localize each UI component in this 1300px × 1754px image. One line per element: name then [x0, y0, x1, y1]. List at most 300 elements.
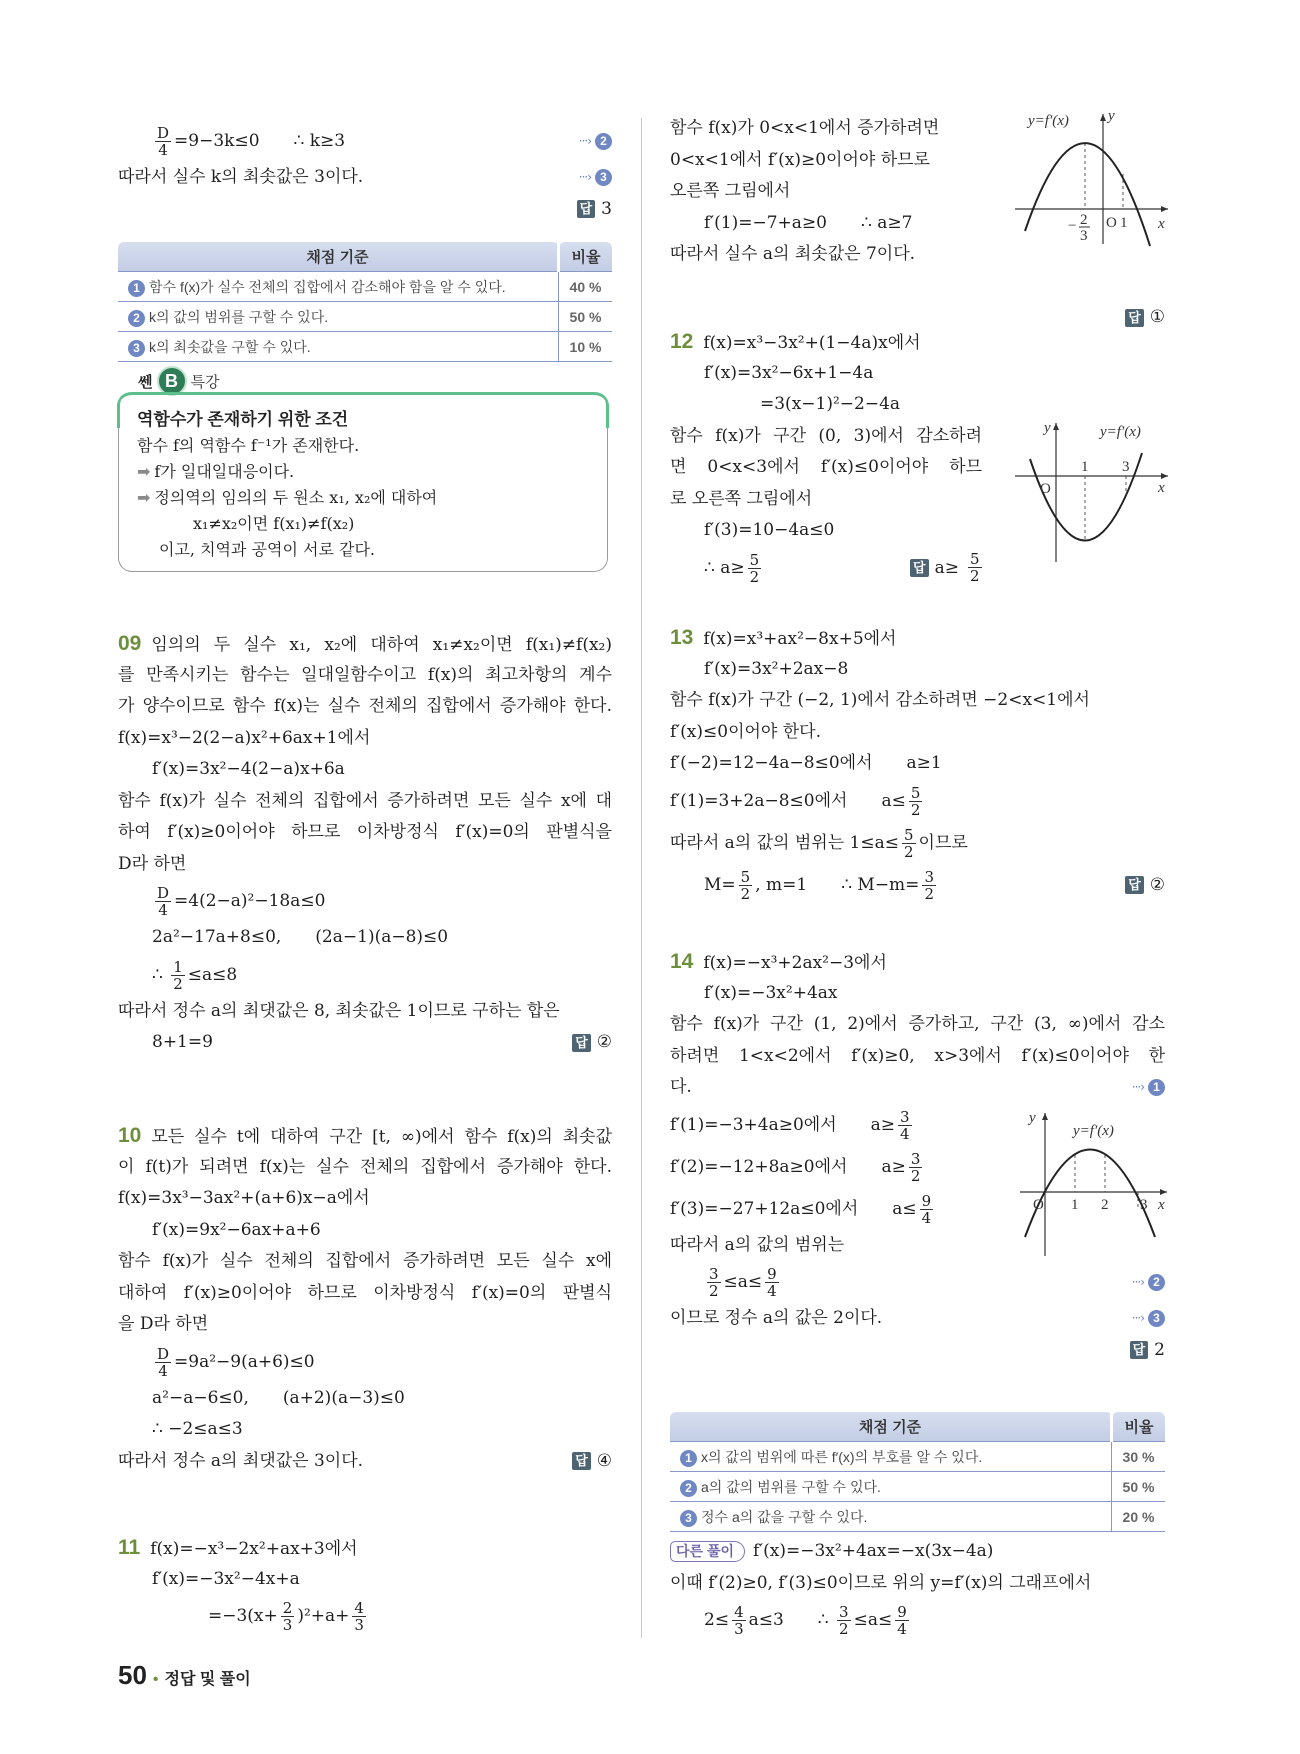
answer-value: ② [1149, 874, 1165, 895]
text-line [118, 849, 612, 881]
problem-number: 10 [118, 1124, 142, 1147]
text-line [118, 660, 612, 692]
step-number-badge: 2 [1148, 1274, 1165, 1291]
ratio-cell: 50 % [559, 302, 613, 332]
math-text: f′(x)=−3x²−4x+a [152, 1568, 300, 1589]
math-text: f′(x)=−3x²+4ax=−x(3x−4a) [753, 1541, 994, 1561]
scoring-table-14 [670, 1412, 1165, 1532]
answer-value: ① [1149, 307, 1165, 327]
x-axis-arrow-icon [1161, 206, 1168, 212]
math-text: , m=1 ∴ M−m= [755, 874, 920, 895]
math-text: 따라서 a의 값의 범위는 1≤a≤ [670, 832, 899, 853]
criteria-cell [118, 302, 559, 332]
origin-label: O [1106, 215, 1117, 231]
denominator: 2 [749, 567, 760, 586]
step-number-badge: 3 [1148, 1310, 1165, 1327]
answer-badge: 답 [1130, 1341, 1149, 1359]
numerator: 9 [767, 1265, 777, 1283]
numerator: 3 [709, 1265, 719, 1283]
math-text: f′(x)=3x²−4(2−a)x+6a [152, 759, 345, 779]
answer [910, 547, 985, 589]
fraction [352, 1600, 366, 1633]
header-criteria: 채점 기준 [670, 1412, 1112, 1442]
dotted-arrow-icon: ···› [578, 170, 591, 184]
math-text: =3(x−1)²−2−4a [760, 394, 901, 414]
problem-number: 12 [670, 330, 694, 353]
fraction [155, 125, 171, 158]
text-line [118, 1215, 612, 1247]
text-line [670, 717, 1165, 749]
x-label: x [1158, 480, 1165, 496]
criteria-text: 함수 f(x)가 실수 전체의 집합에서 감소해야 함을 알 수 있다. [149, 278, 506, 295]
numerator: 5 [749, 550, 760, 569]
math-text: )²+a+ [297, 1606, 350, 1626]
criteria-text: k의 값의 범위를 구할 수 있다. [149, 308, 329, 325]
problem-number: 11 [118, 1536, 141, 1559]
table-header-row [670, 1412, 1165, 1442]
math-text: ∴ [152, 964, 169, 985]
page-footer [118, 1660, 251, 1691]
math-text: =9−3k≤0 [174, 131, 260, 151]
origin-label: O [1040, 481, 1051, 497]
math-text: 모든 실수 t에 대하여 구간 [t, ∞)에서 함수 f(x)의 최솟값 [151, 1127, 612, 1147]
curve-label: y=f′(x) [1100, 424, 1141, 440]
tip-title: 역함수가 존재하기 위한 조건 [137, 410, 349, 429]
math-text: D라 하면 [118, 853, 187, 874]
tick-label: 3 [1122, 459, 1130, 475]
text-line [118, 1564, 612, 1596]
text-line [118, 162, 612, 194]
text-line [670, 1568, 1165, 1600]
math-text: 로 오른쪽 그림에서 [670, 488, 813, 509]
problem-number: 13 [670, 626, 694, 649]
x-axis-arrow-icon [1160, 1189, 1167, 1195]
text-line [670, 452, 982, 484]
math-text: f′(2)=−12+8a≥0에서 a≥ [670, 1156, 906, 1177]
ratio-cell: 50 % [1112, 1472, 1166, 1502]
text-line [118, 194, 612, 226]
graph-11 [1010, 108, 1170, 247]
math-text: 따라서 정수 a의 최댓값은 8, 최솟값은 1이므로 구하는 합은 [118, 1000, 560, 1021]
text-line [670, 748, 1165, 780]
math-text: 대하여 f′(x)≥0이어야 하므로 이차방정식 f′(x)=0의 판별식 [118, 1282, 612, 1303]
numerator: D [157, 884, 170, 902]
text-line [670, 822, 1165, 864]
denominator: 2 [709, 1282, 719, 1300]
ratio-cell: 30 % [1112, 1442, 1166, 1472]
math-text: a≥ [934, 557, 959, 578]
math-text: 하려면 1<x<2에서 f′(x)≥0, x>3에서 f′(x)≤0이어야 한 [670, 1045, 1165, 1066]
math-text: ∴ k≥3 [259, 131, 346, 151]
math-text: f′(1)=3+2a−8≤0에서 a≤ [670, 790, 906, 811]
text-line [670, 864, 1165, 906]
text-line [118, 120, 612, 162]
fraction [739, 869, 753, 902]
math-text: 2≤ [704, 1610, 730, 1630]
math-text: ∴ −2≤a≤3 [152, 1419, 243, 1439]
origin-label: O [1033, 1197, 1044, 1213]
math-text: 2a²−17a+8≤0, (2a−1)(a−8)≤0 [152, 927, 449, 947]
denominator: 2 [910, 1166, 921, 1185]
fraction [909, 1151, 923, 1184]
tip-line: 함수 f의 역함수 f⁻¹가 존재한다. [137, 436, 360, 455]
math-text: a≤3 ∴ [748, 1610, 835, 1630]
curve-label: y=f′(x) [1073, 1123, 1114, 1139]
denominator: 4 [158, 1361, 168, 1380]
criteria-text: x의 값의 범위에 따른 f′(x)의 부호를 알 수 있다. [701, 1448, 983, 1465]
x-axis-arrow-icon [1161, 473, 1168, 479]
alt-solution-badge: 다른 풀이 [670, 1541, 745, 1562]
text-line [670, 421, 982, 453]
answer-badge: 답 [1125, 876, 1144, 894]
text-line [118, 996, 612, 1028]
math-text: =4(2−a)²−18a≤0 [174, 891, 326, 911]
tip-line-text: f가 일대일대응이다. [154, 462, 295, 481]
solution-10 [118, 1120, 612, 1477]
text-line [670, 1261, 1165, 1303]
answer [1125, 864, 1165, 906]
math-text: f(x)=−x³−2x²+ax+3에서 [150, 1539, 358, 1559]
math-text: =9a²−9(a+6)≤0 [174, 1351, 315, 1372]
y-axis-arrow-icon [1042, 1113, 1048, 1120]
denominator: 3 [734, 1620, 744, 1638]
tick-label-num: 2 [1080, 212, 1088, 228]
math-text: f′(1)=−3+4a≥0에서 a≥ [670, 1114, 896, 1135]
numerator: 2 [282, 1599, 293, 1617]
dotted-arrow-icon: ···› [1131, 1080, 1144, 1094]
tick-label: 1 [1120, 215, 1128, 231]
fraction [765, 1266, 779, 1299]
tip-line [137, 459, 437, 485]
denominator: 2 [173, 974, 183, 993]
math-text: 이때 f′(2)≥0, f′(3)≤0이므로 위의 y=f′(x)의 그래프에서 [670, 1572, 1092, 1593]
answer-badge: 답 [572, 1034, 591, 1052]
tick-label-den: 3 [1080, 228, 1088, 244]
y-label: y [1108, 108, 1115, 124]
parabola-curve [1025, 143, 1150, 246]
step-marker [579, 162, 612, 194]
answer-badge: 답 [577, 200, 596, 218]
numerator: 3 [900, 1107, 910, 1126]
text-line [670, 685, 1165, 717]
tick-label-sign: − [1068, 218, 1077, 234]
math-text: 따라서 실수 k의 최솟값은 3이다. [118, 167, 364, 187]
math-text: f′(x)=3x²+2ax−8 [704, 658, 849, 679]
table-row [670, 1442, 1165, 1472]
math-text: 8+1=9 [152, 1032, 213, 1052]
section-label: 정답 및 풀이 [164, 1671, 251, 1688]
criteria-text: k의 최솟값을 구할 수 있다. [149, 338, 311, 355]
solution-09 [118, 628, 612, 1059]
criteria-cell [118, 272, 559, 302]
math-text: 을 D라 하면 [118, 1314, 209, 1334]
numerator: 5 [740, 867, 751, 886]
text-line [118, 1183, 612, 1215]
table-row [118, 272, 612, 302]
answer [577, 194, 612, 226]
table-row [118, 332, 612, 362]
tip-line-text: 정의역의 임의의 두 원소 x₁, x₂에 대하여 [154, 488, 438, 507]
y-axis-arrow-icon [1100, 114, 1106, 121]
text-line [118, 1446, 612, 1478]
y-axis-arrow-icon [1053, 423, 1059, 430]
solution-08-end [118, 120, 612, 225]
math-text: f(x)=x³−3x²+(1−4a)x에서 [703, 333, 921, 353]
math-text: f′(x)≤0이어야 한다. [670, 721, 821, 742]
text-line [118, 1246, 612, 1278]
math-text: 따라서 실수 a의 최솟값은 7이다. [670, 244, 916, 264]
math-text: 가 양수이므로 함수 f(x)는 실수 전체의 집합에서 증가해야 한다. [118, 696, 612, 716]
text-line [670, 1009, 1165, 1041]
text-line [670, 271, 1165, 303]
bullet-icon: • [152, 1671, 159, 1688]
page-number: 50 [118, 1660, 147, 1690]
header-criteria: 채점 기준 [118, 242, 559, 272]
text-line [118, 786, 612, 818]
math-text: 다. [670, 1077, 692, 1097]
step-number-badge: 2 [680, 1480, 697, 1497]
step-number-badge: 3 [595, 169, 612, 186]
text-line [118, 1595, 612, 1637]
answer-badge: 답 [1125, 309, 1144, 327]
solution-11 [118, 1532, 612, 1637]
math-text: ≤a≤ [723, 1272, 763, 1292]
numerator: 5 [904, 825, 914, 844]
fraction [968, 551, 982, 584]
numerator: 5 [910, 783, 921, 802]
denominator: 2 [910, 800, 921, 819]
fraction [920, 1193, 934, 1226]
tip-line: 이고, 치역과 공역이 서로 같다. [159, 540, 375, 559]
denominator: 2 [969, 567, 980, 585]
math-text: f′(3)=−27+12a≤0에서 a≤ [670, 1198, 917, 1219]
tick-label: 2 [1101, 1197, 1109, 1213]
step-number-badge: 1 [680, 1450, 697, 1467]
answer-value: 3 [601, 198, 612, 219]
math-text: 함수 f(x)가 실수 전체의 집합에서 증가하려면 모든 실수 x에 [118, 1251, 612, 1271]
step-marker [579, 120, 612, 162]
numerator: 3 [924, 867, 934, 886]
text-line [118, 1278, 612, 1310]
tick-label: 3 [1140, 1197, 1148, 1213]
text-line [118, 1309, 612, 1341]
ratio-cell: 20 % [1112, 1502, 1166, 1532]
x-label: x [1158, 1197, 1165, 1213]
ratio-cell: 10 % [559, 332, 613, 362]
math-text: a²−a−6≤0, (a+2)(a−3)≤0 [152, 1387, 405, 1408]
math-text: 임의의 두 실수 x₁, x₂에 대하여 x₁≠x₂이면 f(x₁)≠f(x₂) [151, 635, 612, 655]
step-number-badge: 1 [1148, 1079, 1165, 1096]
step-number-badge: 2 [595, 133, 612, 150]
header-ratio: 비율 [1112, 1412, 1166, 1442]
denominator: 4 [767, 1282, 777, 1300]
fraction [155, 885, 171, 918]
math-text: f(x)=x³+ax²−8x+5에서 [703, 629, 897, 649]
text-line [118, 691, 612, 723]
text-line [118, 723, 612, 755]
curve-label: y=f′(x) [1028, 113, 1069, 129]
denominator: 2 [740, 884, 751, 903]
answer [1130, 1335, 1165, 1367]
text-line [670, 654, 1165, 686]
table-header-row [118, 242, 612, 272]
text-line [118, 1414, 612, 1446]
fraction [155, 1346, 171, 1379]
table-row [670, 1502, 1165, 1532]
dotted-arrow-icon: ···› [578, 134, 591, 148]
right-arrow-icon: ➡ [137, 462, 151, 481]
denominator: 4 [897, 1620, 907, 1638]
math-text: 를 만족시키는 함수는 일대일함수이고 f(x)의 최고차항의 계수 [118, 664, 612, 685]
fraction [748, 552, 762, 585]
math-text: f(x)=3x³−3ax²+(a+6)x−a에서 [118, 1188, 370, 1208]
criteria-cell [670, 1442, 1112, 1472]
criteria-text: a의 값의 범위를 구할 수 있다. [701, 1478, 881, 1495]
fraction [732, 1604, 746, 1637]
math-text: 면 0<x<3에서 f′(x)≤0이어야 하므 [670, 457, 982, 477]
text-line [670, 326, 1165, 358]
math-text: 함수 f(x)가 실수 전체의 집합에서 증가하려면 모든 실수 x에 대 [118, 790, 612, 811]
text-line [670, 1599, 1165, 1641]
graph-14 [1015, 1110, 1170, 1260]
step-number-badge: 3 [680, 1510, 697, 1527]
numerator: 3 [839, 1603, 849, 1621]
fraction [837, 1604, 851, 1637]
y-label: y [1029, 1110, 1036, 1126]
column-divider [641, 118, 642, 1638]
math-text: ∴ a≥ [704, 557, 745, 578]
text-line [118, 1120, 612, 1152]
text-line [118, 1152, 612, 1184]
math-text: ≤a≤8 [187, 964, 238, 985]
ratio-cell: 40 % [559, 272, 613, 302]
math-text: 함수 f(x)가 구간 (0, 3)에서 감소하려 [670, 425, 982, 446]
criteria-cell [118, 332, 559, 362]
tick-label: 1 [1071, 1197, 1079, 1213]
math-text: f′(x)=9x²−6ax+a+6 [152, 1219, 321, 1240]
text-line [118, 754, 612, 786]
answer [572, 1446, 612, 1478]
numerator: 3 [910, 1149, 921, 1168]
denominator: 4 [158, 901, 168, 919]
tip-box [118, 392, 608, 572]
alternative-solution [670, 1536, 1165, 1641]
criteria-cell [670, 1472, 1112, 1502]
math-text: 이므로 [918, 832, 968, 853]
math-text: 함수 f(x)가 0<x<1에서 증가하려면 [670, 118, 940, 138]
answer-value: 2 [1154, 1339, 1165, 1360]
text-line [118, 817, 612, 849]
text-line [670, 978, 1165, 1010]
text-line [670, 358, 1165, 390]
math-text: ≤a≤ [853, 1610, 893, 1630]
step-marker [1132, 1261, 1165, 1303]
text-line [118, 880, 612, 922]
text-line [670, 1041, 1165, 1073]
fraction [281, 1600, 295, 1633]
math-text: f′(1)=−7+a≥0 ∴ a≥7 [704, 212, 913, 233]
text-line [118, 628, 612, 660]
brand-logo: 쎈 [138, 373, 153, 391]
b-badge-icon: B [157, 366, 187, 396]
numerator: 9 [921, 1191, 932, 1210]
step-marker [1132, 1303, 1165, 1335]
answer-badge: 답 [572, 1452, 591, 1470]
math-text: f′(−2)=12−4a−8≤0에서 a≥1 [670, 753, 942, 773]
denominator: 2 [839, 1620, 849, 1638]
fraction [895, 1604, 909, 1637]
math-text: 0<x<1에서 f′(x)≥0이어야 하므로 [670, 149, 930, 170]
fraction [898, 1109, 912, 1142]
fraction [707, 1266, 721, 1299]
solution-13 [670, 622, 1165, 906]
math-text: 오른쪽 그림에서 [670, 181, 791, 201]
text-line [118, 1027, 612, 1059]
fraction [909, 785, 923, 818]
denominator: 4 [900, 1124, 910, 1143]
numerator: 5 [969, 550, 980, 568]
math-text: f′(x)=3x²−6x+1−4a [704, 362, 874, 383]
math-text: f′(x)=−3x²+4ax [704, 982, 838, 1003]
text-line [670, 1536, 1165, 1568]
dotted-arrow-icon: ···› [1131, 1275, 1144, 1289]
text-line [670, 1335, 1165, 1367]
x-label: x [1158, 216, 1165, 232]
text-line [670, 389, 1165, 421]
step-number-badge: 2 [128, 310, 145, 327]
math-text: 함수 f(x)가 구간 (1, 2)에서 증가하고, 구간 (3, ∞)에서 감소 [670, 1014, 1165, 1034]
header-ratio: 비율 [559, 242, 613, 272]
numerator: 4 [734, 1603, 744, 1621]
step-marker [1132, 1072, 1165, 1104]
math-text: 이므로 정수 a의 값은 2이다. [670, 1308, 883, 1328]
denominator: 4 [921, 1208, 932, 1227]
problem-number: 09 [118, 632, 142, 655]
numerator: 9 [897, 1603, 907, 1621]
denominator: 3 [354, 1616, 364, 1634]
numerator: 1 [173, 957, 183, 976]
graph-12 [1010, 420, 1170, 565]
text-line [670, 1072, 1165, 1104]
table-row [118, 302, 612, 332]
math-text: 따라서 a의 값의 범위는 [670, 1234, 845, 1255]
tip-line: x₁≠x₂이면 f(x₁)≠f(x₂) [193, 514, 355, 533]
math-text: 따라서 정수 a의 최댓값은 3이다. [118, 1450, 364, 1471]
problem-number: 14 [670, 950, 694, 973]
right-arrow-icon: ➡ [137, 488, 151, 507]
answer [572, 1027, 612, 1059]
criteria-text: 정수 a의 값을 구할 수 있다. [701, 1508, 868, 1525]
fraction [902, 827, 916, 860]
math-text: M= [704, 874, 736, 895]
answer-value: ④ [596, 1450, 612, 1471]
text-line [118, 1383, 612, 1415]
denominator: 3 [282, 1616, 293, 1634]
math-text: 함수 f(x)가 구간 (−2, 1)에서 감소하려면 −2<x<1에서 [670, 690, 1090, 710]
math-text: 이 f(t)가 되려면 f(x)는 실수 전체의 집합에서 증가해야 한다. [118, 1156, 612, 1177]
fraction [171, 959, 185, 992]
answer-value: ② [596, 1032, 612, 1052]
math-text: 하여 f′(x)≥0이어야 하므로 이차방정식 f′(x)=0의 판별식을 [118, 822, 612, 842]
denominator: 2 [924, 884, 934, 903]
answer-badge: 답 [910, 559, 929, 577]
denominator: 4 [158, 141, 168, 159]
text-line [670, 1303, 1165, 1335]
scoring-table-08 [118, 242, 612, 362]
numerator: D [157, 1344, 170, 1363]
tip-label: 특강 [190, 373, 220, 391]
denominator: 2 [904, 842, 914, 861]
